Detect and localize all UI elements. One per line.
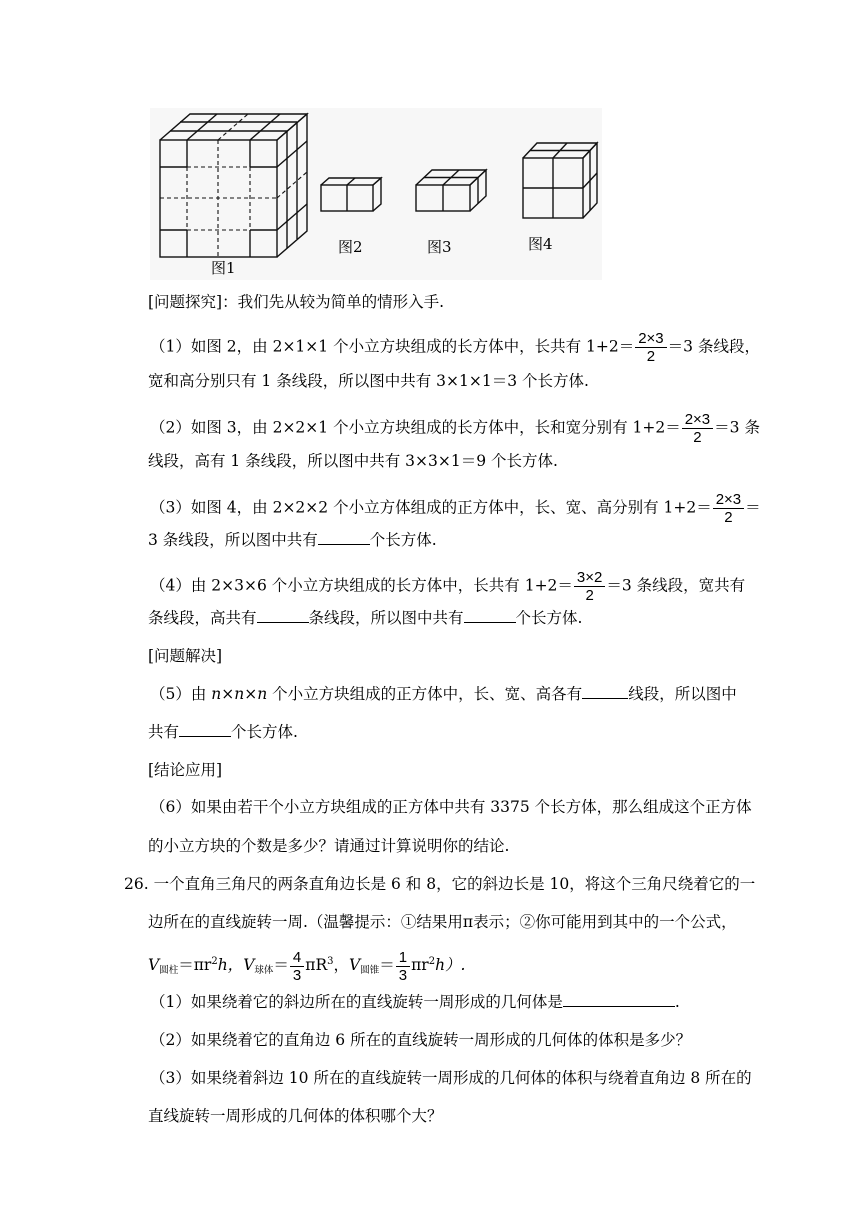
comma: ，: [333, 956, 350, 974]
part-1-text-b: ＝3 条线段，: [667, 337, 760, 356]
part-3-text-b: ＝: [745, 498, 761, 517]
part-5-text-b1: 共有: [148, 723, 180, 741]
part-6-line-2: 的小立方块的个数是多少？请通过计算说明你的结论.: [148, 837, 510, 855]
fraction-numerator: 4: [290, 949, 304, 967]
equals-sign: ＝: [379, 956, 395, 974]
fraction-numerator: 2×3: [713, 491, 744, 509]
fraction-numerator: 2×3: [682, 411, 713, 429]
part-3-text-c2: 个长方体.: [369, 531, 437, 549]
answer-blank[interactable]: [582, 684, 628, 699]
fraction-denominator: 3: [292, 966, 302, 984]
exponent: 2: [211, 956, 218, 967]
exponent: 2: [428, 956, 436, 967]
part-2-text-a: （2）如图 3，由 2×2×1 个小立方块组成的长方体中，长和宽分别有 1+2＝: [150, 418, 681, 437]
figure-1-cube: [160, 114, 307, 257]
fraction-denominator: 2: [585, 587, 594, 604]
answer-blank[interactable]: [179, 722, 231, 737]
part-4-text-c3: 个长方体.: [515, 609, 583, 627]
figure-2-label: 图2: [338, 238, 363, 256]
figure-4-label: 图4: [528, 235, 553, 253]
sphere-formula: πR: [305, 956, 328, 974]
part-5-line-1: [150, 684, 737, 704]
part-3-line-1: [150, 491, 761, 526]
figure-1-label: 图1: [211, 259, 236, 277]
cube-figures: [150, 108, 602, 280]
figure-3-block: [416, 170, 486, 211]
question-3-line-1: （3）如果绕着斜边 10 所在的直线旋转一周形成的几何体的体积与绕着直角边 8 所在的: [150, 1069, 752, 1087]
fraction-denominator: 2: [724, 509, 733, 526]
part-4-line-2: [148, 608, 582, 628]
cone-fraction: [396, 949, 410, 984]
part-4-fraction: [574, 569, 605, 604]
explore-heading: [问题探究]：我们先从较为简单的情形入手.: [148, 293, 445, 311]
answer-blank[interactable]: [464, 608, 516, 623]
part-5-line-2: [148, 722, 298, 742]
part-3-text-c1: 3 条线段，所以图中共有: [148, 531, 318, 549]
variable-n: n: [211, 685, 222, 703]
part-1-line-2: 宽和高分别只有 1 条线段，所以图中共有 3×1×1＝3 个长方体.: [148, 372, 589, 390]
exponent: 3: [327, 956, 334, 967]
cone-formula-tail: h）.: [435, 956, 466, 974]
part-4-text-b: ＝3 条线段，宽共有: [606, 576, 746, 595]
question-1-text: （1）如果绕着它的斜边所在的直线旋转一周形成的几何体是: [150, 993, 563, 1011]
part-5-text-a3: 线段，所以图中: [628, 685, 737, 703]
problem-26-stem-a: 一个直角三角尺的两条直角边长是 6 和 8，它的斜边长是 10，将这个三角尺绕着它的一: [153, 875, 756, 893]
fraction-numerator: 2×3: [635, 330, 666, 348]
question-1-end: .: [674, 993, 680, 1011]
part-1-text-a: （1）如图 2，由 2×1×1 个小立方块组成的长方体中，长共有 1+2＝: [150, 337, 635, 356]
question-2: （2）如果绕着它的直角边 6 所在的直线旋转一周形成的几何体的体积是多少？: [150, 1031, 692, 1049]
sphere-subscript: 球体: [254, 965, 274, 976]
part-4-text-c1: 条线段，高共有: [148, 609, 257, 627]
part-3-line-2: [148, 530, 437, 550]
problem-26-line-1: [124, 874, 755, 894]
fraction-denominator: 3: [398, 966, 408, 984]
figure-2-block: [321, 178, 381, 211]
part-5-text-a1: （5）由: [150, 685, 212, 703]
variable-n: n: [257, 685, 268, 703]
part-4-text-c2: 条线段，所以图中共有: [308, 609, 464, 627]
cone-subscript: 圆锥: [360, 965, 380, 976]
fraction-denominator: 2: [693, 429, 702, 446]
answer-blank[interactable]: [257, 608, 309, 623]
volume-symbol: V: [243, 956, 255, 974]
sphere-fraction: [290, 949, 304, 984]
times-sign: ×: [244, 685, 258, 703]
part-2-line-1: [150, 411, 760, 446]
question-1: [150, 992, 680, 1012]
figure-3-label: 图3: [427, 238, 452, 256]
variable-n: n: [234, 685, 245, 703]
problem-number: 26.: [124, 875, 149, 893]
part-4-text-a: （4）由 2×3×6 个小立方块组成的长方体中，长共有 1+2＝: [150, 576, 573, 595]
part-6-line-1: （6）如果由若干个小立方块组成的正方体中共有 3375 个长方体，那么组成这个正方体: [150, 798, 752, 816]
question-3-line-2: 直线旋转一周形成的几何体的体积哪个大？: [148, 1107, 443, 1125]
fraction-numerator: 1: [396, 949, 410, 967]
part-1-fraction: [635, 330, 666, 365]
problem-26-line-2: 边所在的直线旋转一周.（温馨提示：①结果用π表示；②你可能用到其中的一个公式，: [148, 913, 737, 931]
part-2-line-2: 线段，高有 1 条线段，所以图中共有 3×3×1＝9 个长方体.: [148, 452, 558, 470]
cylinder-formula: ＝πr: [178, 956, 212, 974]
answer-blank[interactable]: [318, 530, 370, 545]
volume-symbol: V: [349, 956, 361, 974]
part-2-text-b: ＝3 条: [714, 418, 760, 437]
part-3-text-a: （3）如图 4，由 2×2×2 个小立方体组成的正方体中，长、宽、高分别有 1+2＝: [150, 498, 712, 517]
figure-4-cube: [523, 143, 597, 218]
part-4-line-1: [150, 569, 745, 604]
part-5-text-b2: 个长方体.: [231, 723, 298, 741]
cone-formula: πr: [411, 956, 429, 974]
times-sign: ×: [221, 685, 235, 703]
apply-heading: [结论应用]: [148, 761, 223, 779]
part-2-fraction: [682, 411, 713, 446]
answer-blank[interactable]: [563, 992, 675, 1007]
cylinder-formula-tail: h，: [217, 956, 244, 974]
part-3-fraction: [713, 491, 744, 526]
volume-symbol: V: [148, 956, 160, 974]
solve-heading: [问题解决]: [148, 647, 223, 665]
part-1-line-1: [150, 330, 760, 365]
cube-diagrams: [150, 108, 602, 280]
cylinder-subscript: 圆柱: [159, 965, 179, 976]
formula-line: [148, 944, 466, 989]
fraction-numerator: 3×2: [574, 569, 605, 587]
fraction-denominator: 2: [646, 348, 656, 365]
equals-sign: ＝: [273, 956, 289, 974]
part-5-text-a2: 个小立方块组成的正方体中，长、宽、高各有: [267, 685, 583, 703]
